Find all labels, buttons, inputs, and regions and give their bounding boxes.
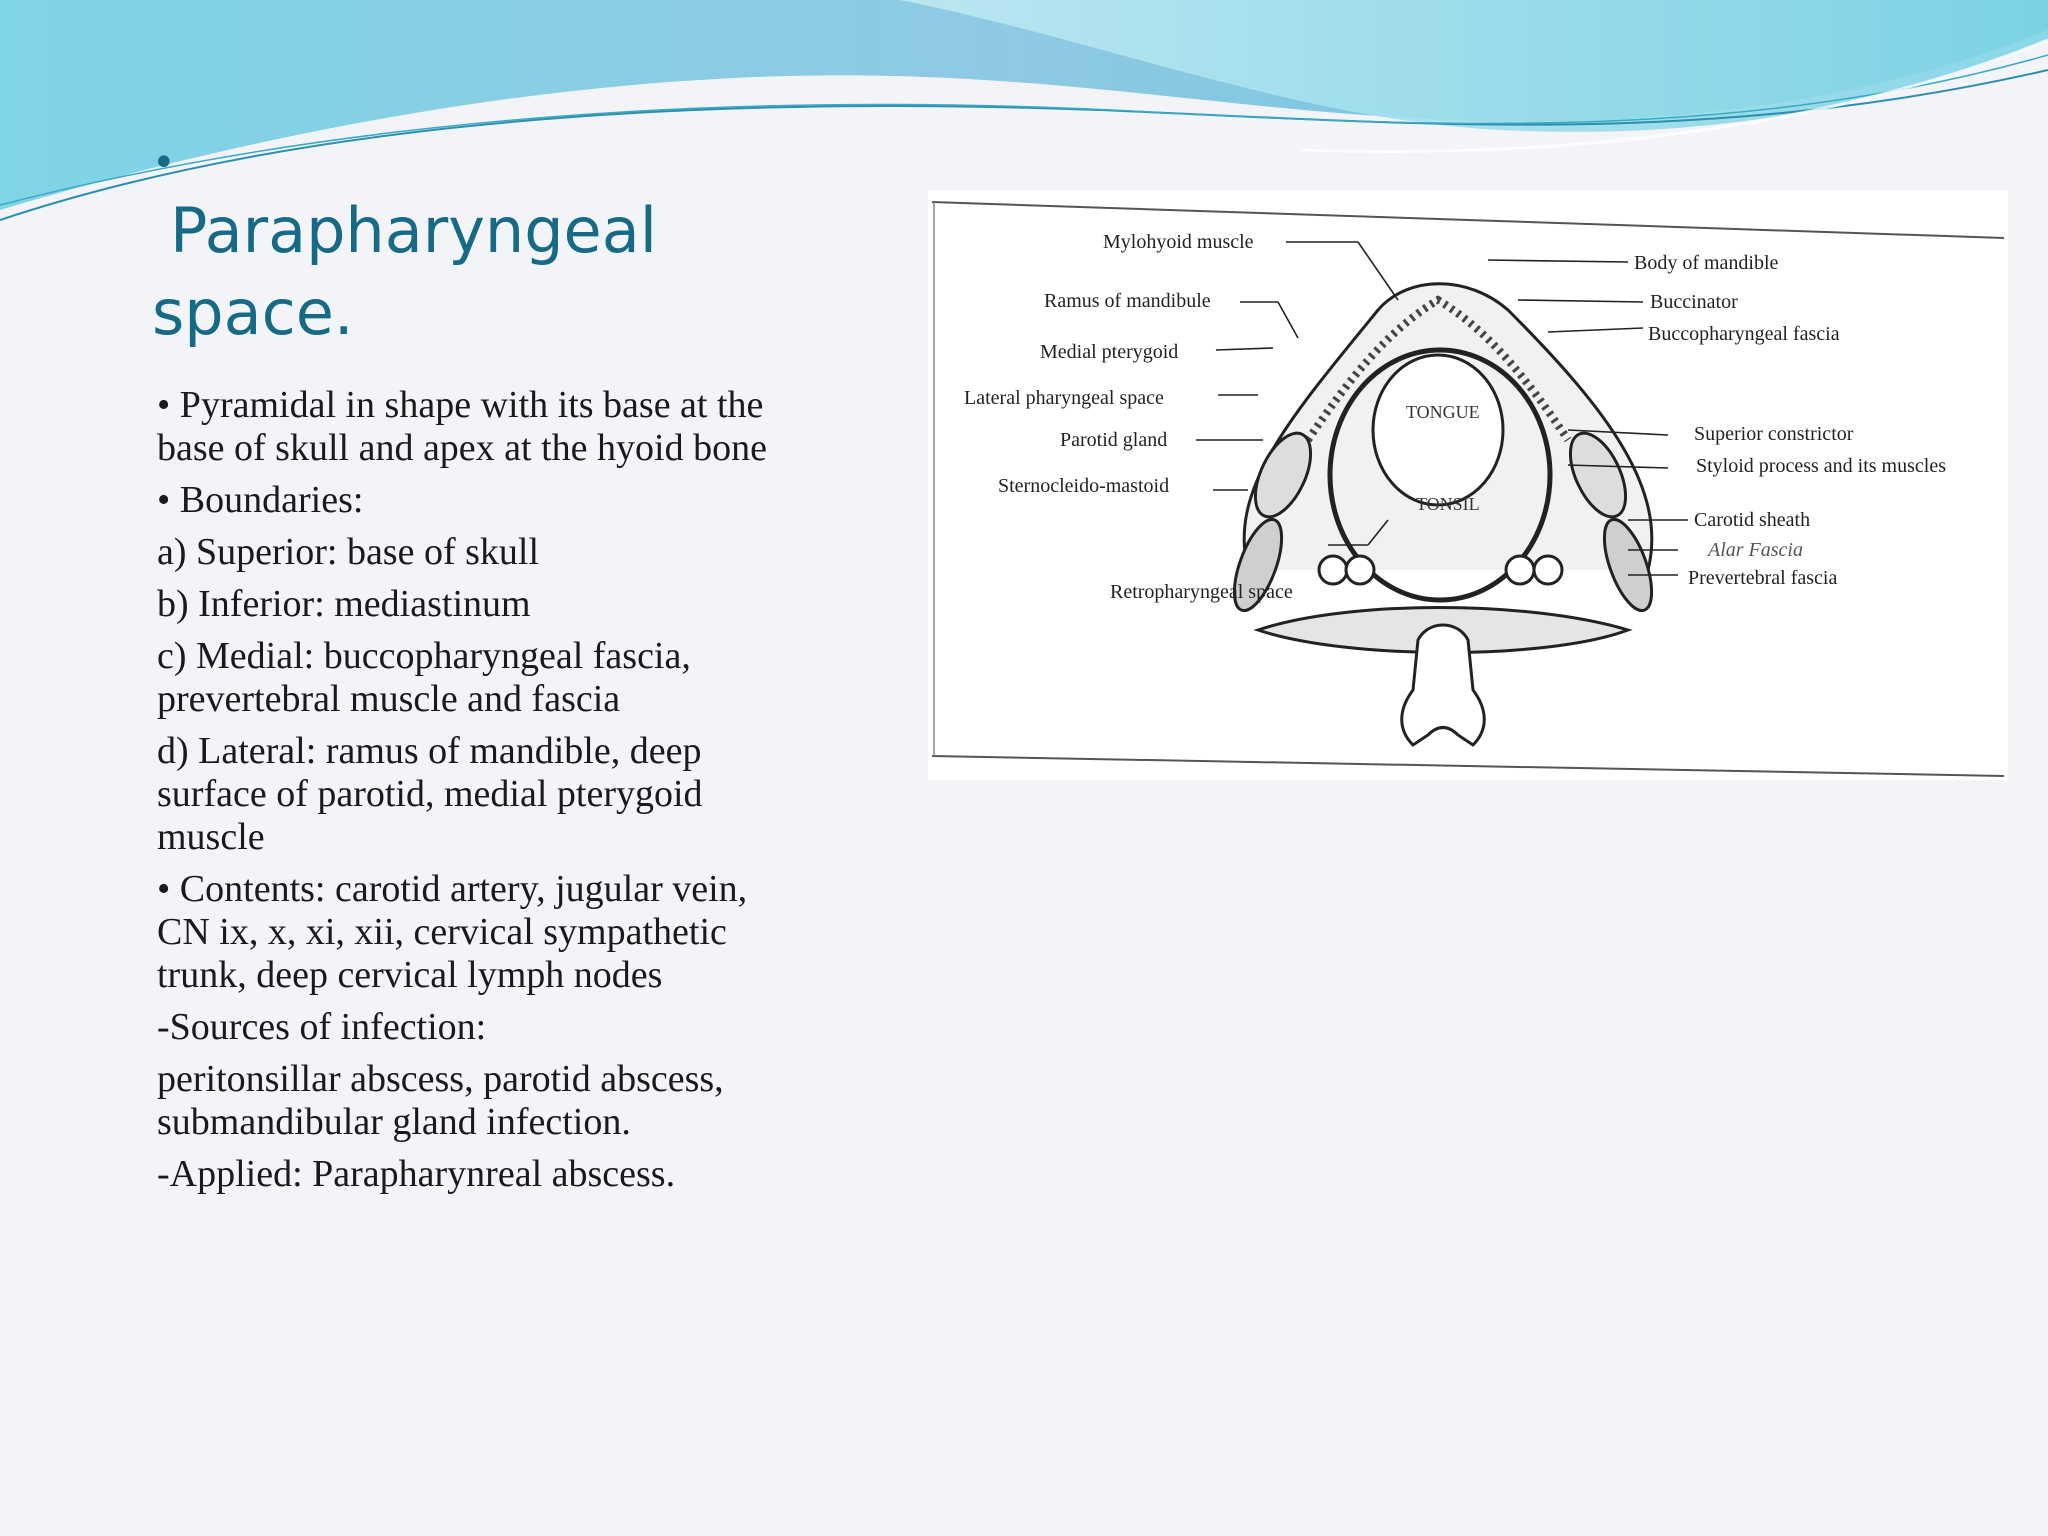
title-line-1: Parapharyngeal	[170, 194, 657, 267]
slide-body	[157, 384, 767, 1205]
body-line: d) Lateral: ramus of mandible, deep surface of parotid, medial pterygoid muscle	[157, 730, 703, 858]
label-mylohyoid: Mylohyoid muscle	[1103, 231, 1254, 253]
body-line: • Boundaries:	[157, 479, 364, 521]
label-retropharyngeal: Retropharyngeal space	[1110, 581, 1293, 603]
carotid-left-2	[1346, 556, 1374, 584]
label-body-mandible: Body of mandible	[1634, 252, 1779, 274]
body-line: • Pyramidal in shape with its base at the base of skull and apex at the hyoid bone	[157, 384, 767, 469]
body-line: -Sources of infection:	[157, 1006, 487, 1048]
label-ramus: Ramus of mandibule	[1044, 290, 1211, 312]
carotid-left-1	[1319, 556, 1347, 584]
label-carotid-sheath: Carotid sheath	[1694, 509, 1811, 531]
anatomy-figure	[928, 190, 2008, 780]
label-tongue: TONGUE	[1406, 402, 1480, 422]
page-title	[152, 194, 772, 349]
body-line: peritonsillar abscess, parotid abscess, submandibular gland infection.	[157, 1058, 724, 1143]
title-bullet: •	[152, 140, 176, 186]
title-line-2: space.	[152, 276, 354, 349]
label-lateral-pharyngeal: Lateral pharyngeal space	[964, 387, 1164, 409]
label-buccopharyngeal: Buccopharyngeal fascia	[1648, 323, 1840, 345]
body-line: -Applied: Parapharynreal abscess.	[157, 1153, 676, 1195]
label-styloid: Styloid process and its muscles	[1696, 455, 1946, 477]
label-alar-fascia: Alar Fascia	[1708, 539, 1803, 561]
body-line: a) Superior: base of skull	[157, 531, 540, 573]
label-prevertebral-fascia: Prevertebral fascia	[1688, 567, 1838, 589]
label-scm: Sternocleido-mastoid	[998, 475, 1170, 497]
tongue-shape	[1373, 355, 1503, 505]
body-line: b) Inferior: mediastinum	[157, 583, 531, 625]
label-buccinator: Buccinator	[1650, 291, 1738, 313]
body-line: • Contents: carotid artery, jugular vein, CN ix, x, xi, xii, cervical sympathetic trunk, deep cervical lymph nodes	[157, 868, 748, 996]
label-parotid: Parotid gland	[1060, 429, 1168, 451]
label-superior-constrictor: Superior constrictor	[1694, 423, 1854, 445]
label-medial-pterygoid: Medial pterygoid	[1040, 341, 1179, 363]
carotid-right-2	[1534, 556, 1562, 584]
parapharyngeal-diagram	[928, 190, 2008, 780]
body-line: c) Medial: buccopharyngeal fascia, prevertebral muscle and fascia	[157, 635, 691, 720]
carotid-right-1	[1506, 556, 1534, 584]
label-tonsil: TONSIL	[1416, 494, 1480, 514]
